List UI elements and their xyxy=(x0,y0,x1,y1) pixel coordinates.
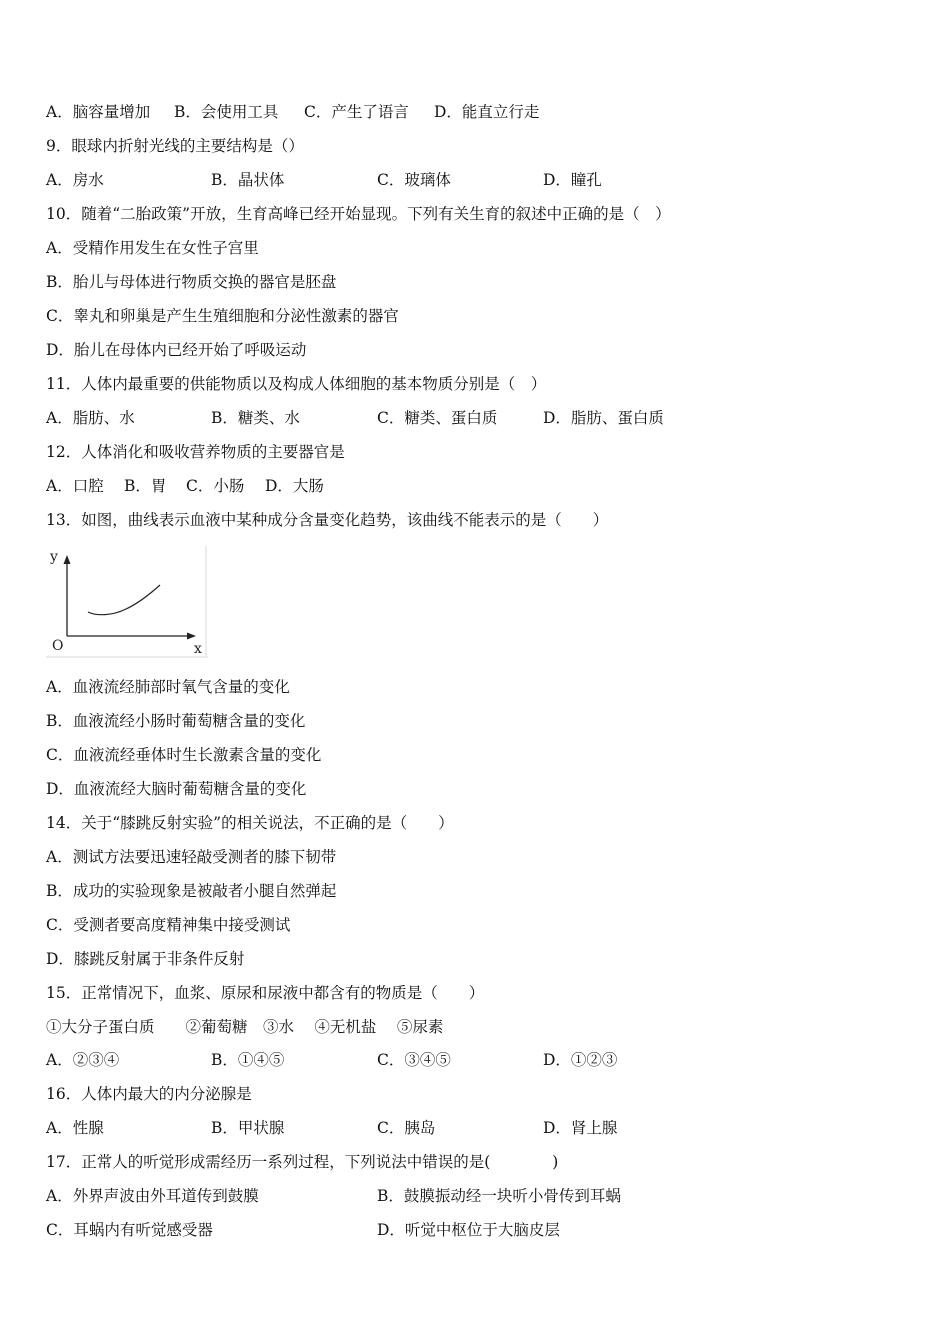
q12-option-b: B．胃 xyxy=(124,477,167,495)
q15-stem: 15．正常情况下，血浆、原尿和尿液中都含有的物质是（ ） xyxy=(46,984,485,1002)
q11-option-a: A．脂肪、水 xyxy=(46,409,135,427)
q16-option-d: D．肾上腺 xyxy=(543,1119,618,1137)
q11-option-c: C．糖类、蛋白质 xyxy=(377,409,498,427)
y-axis-arrow xyxy=(64,555,71,564)
q15-option-a: A．②③④ xyxy=(46,1051,120,1069)
q17-stem: 17．正常人的听觉形成需经历一系列过程，下列说法中错误的是( ) xyxy=(46,1153,559,1171)
origin-label: O xyxy=(52,638,64,654)
q14-option-a: A．测试方法要迅速轻敲受测者的膝下韧带 xyxy=(46,848,337,866)
q8-option-c: C．产生了语言 xyxy=(304,103,409,121)
q8-option-a: A．脑容量增加 xyxy=(46,103,151,121)
q11-option-b: B．糖类、水 xyxy=(211,409,300,427)
q12-option-d: D．大肠 xyxy=(265,477,324,495)
q10-option-c: C．睾丸和卵巢是产生生殖细胞和分泌性激素的器官 xyxy=(46,307,399,325)
q10-stem: 10．随着“二胎政策”开放，生育高峰已经开始显现。下列有关生育的叙述中正确的是（ ） xyxy=(46,205,671,223)
q13-curve-figure xyxy=(46,546,208,658)
q13-curve-graph xyxy=(46,546,208,658)
q13-option-d: D．血液流经大脑时葡萄糖含量的变化 xyxy=(46,780,307,798)
q8-option-b: B．会使用工具 xyxy=(174,103,279,121)
q16-stem: 16．人体内最大的内分泌腺是 xyxy=(46,1085,252,1103)
q17-option-a: A．外界声波由外耳道传到鼓膜 xyxy=(46,1187,259,1205)
q15-items: ①大分子蛋白质 ②葡萄糖 ③水 ④无机盐 ⑤尿素 xyxy=(46,1018,444,1036)
q17-option-d: D．听觉中枢位于大脑皮层 xyxy=(377,1221,560,1239)
q9-option-d: D．瞳孔 xyxy=(543,171,602,189)
q15-option-d: D．①②③ xyxy=(543,1051,618,1069)
y-axis-label: y xyxy=(50,549,58,565)
q17-option-c: C．耳蜗内有听觉感受器 xyxy=(46,1221,213,1239)
x-axis-label: x xyxy=(194,641,202,657)
q10-option-a: A．受精作用发生在女性子宫里 xyxy=(46,239,259,257)
q10-option-d: D．胎儿在母体内已经开始了呼吸运动 xyxy=(46,341,307,359)
q14-option-c: C．受测者要高度精神集中接受测试 xyxy=(46,916,291,934)
q13-option-c: C．血液流经垂体时生长激素含量的变化 xyxy=(46,746,322,764)
q8-option-d: D．能直立行走 xyxy=(434,103,540,121)
q16-option-a: A．性腺 xyxy=(46,1119,104,1137)
q15-option-b: B．①④⑤ xyxy=(211,1051,285,1069)
q12-option-a: A．口腔 xyxy=(46,477,104,495)
x-axis-arrow xyxy=(187,633,196,640)
q12-stem: 12．人体消化和吸收营养物质的主要器官是 xyxy=(46,443,345,461)
q14-stem: 14．关于“膝跳反射实验”的相关说法，不正确的是（ ） xyxy=(46,814,454,832)
q11-option-d: D．脂肪、蛋白质 xyxy=(543,409,664,427)
q9-option-a: A．房水 xyxy=(46,171,104,189)
q10-option-b: B．胎儿与母体进行物质交换的器官是胚盘 xyxy=(46,273,337,291)
q9-option-b: B．晶状体 xyxy=(211,171,285,189)
trend-curve xyxy=(88,585,160,615)
q17-option-b: B．鼓膜振动经一块听小骨传到耳蜗 xyxy=(377,1187,621,1205)
q16-option-b: B．甲状腺 xyxy=(211,1119,285,1137)
q13-option-b: B．血液流经小肠时葡萄糖含量的变化 xyxy=(46,712,306,730)
q15-option-c: C．③④⑤ xyxy=(377,1051,451,1069)
q13-stem: 13．如图，曲线表示血液中某种成分含量变化趋势，该曲线不能表示的是（ ） xyxy=(46,511,609,529)
q9-stem: 9．眼球内折射光线的主要结构是（） xyxy=(46,137,304,155)
q9-option-c: C．玻璃体 xyxy=(377,171,451,189)
q14-option-b: B．成功的实验现象是被敲者小腿自然弹起 xyxy=(46,882,337,900)
q13-option-a: A．血液流经肺部时氧气含量的变化 xyxy=(46,678,290,696)
q16-option-c: C．胰岛 xyxy=(377,1119,436,1137)
q11-stem: 11．人体内最重要的供能物质以及构成人体细胞的基本物质分别是（ ） xyxy=(46,375,547,393)
q14-option-d: D．膝跳反射属于非条件反射 xyxy=(46,950,245,968)
q12-option-c: C．小肠 xyxy=(186,477,245,495)
